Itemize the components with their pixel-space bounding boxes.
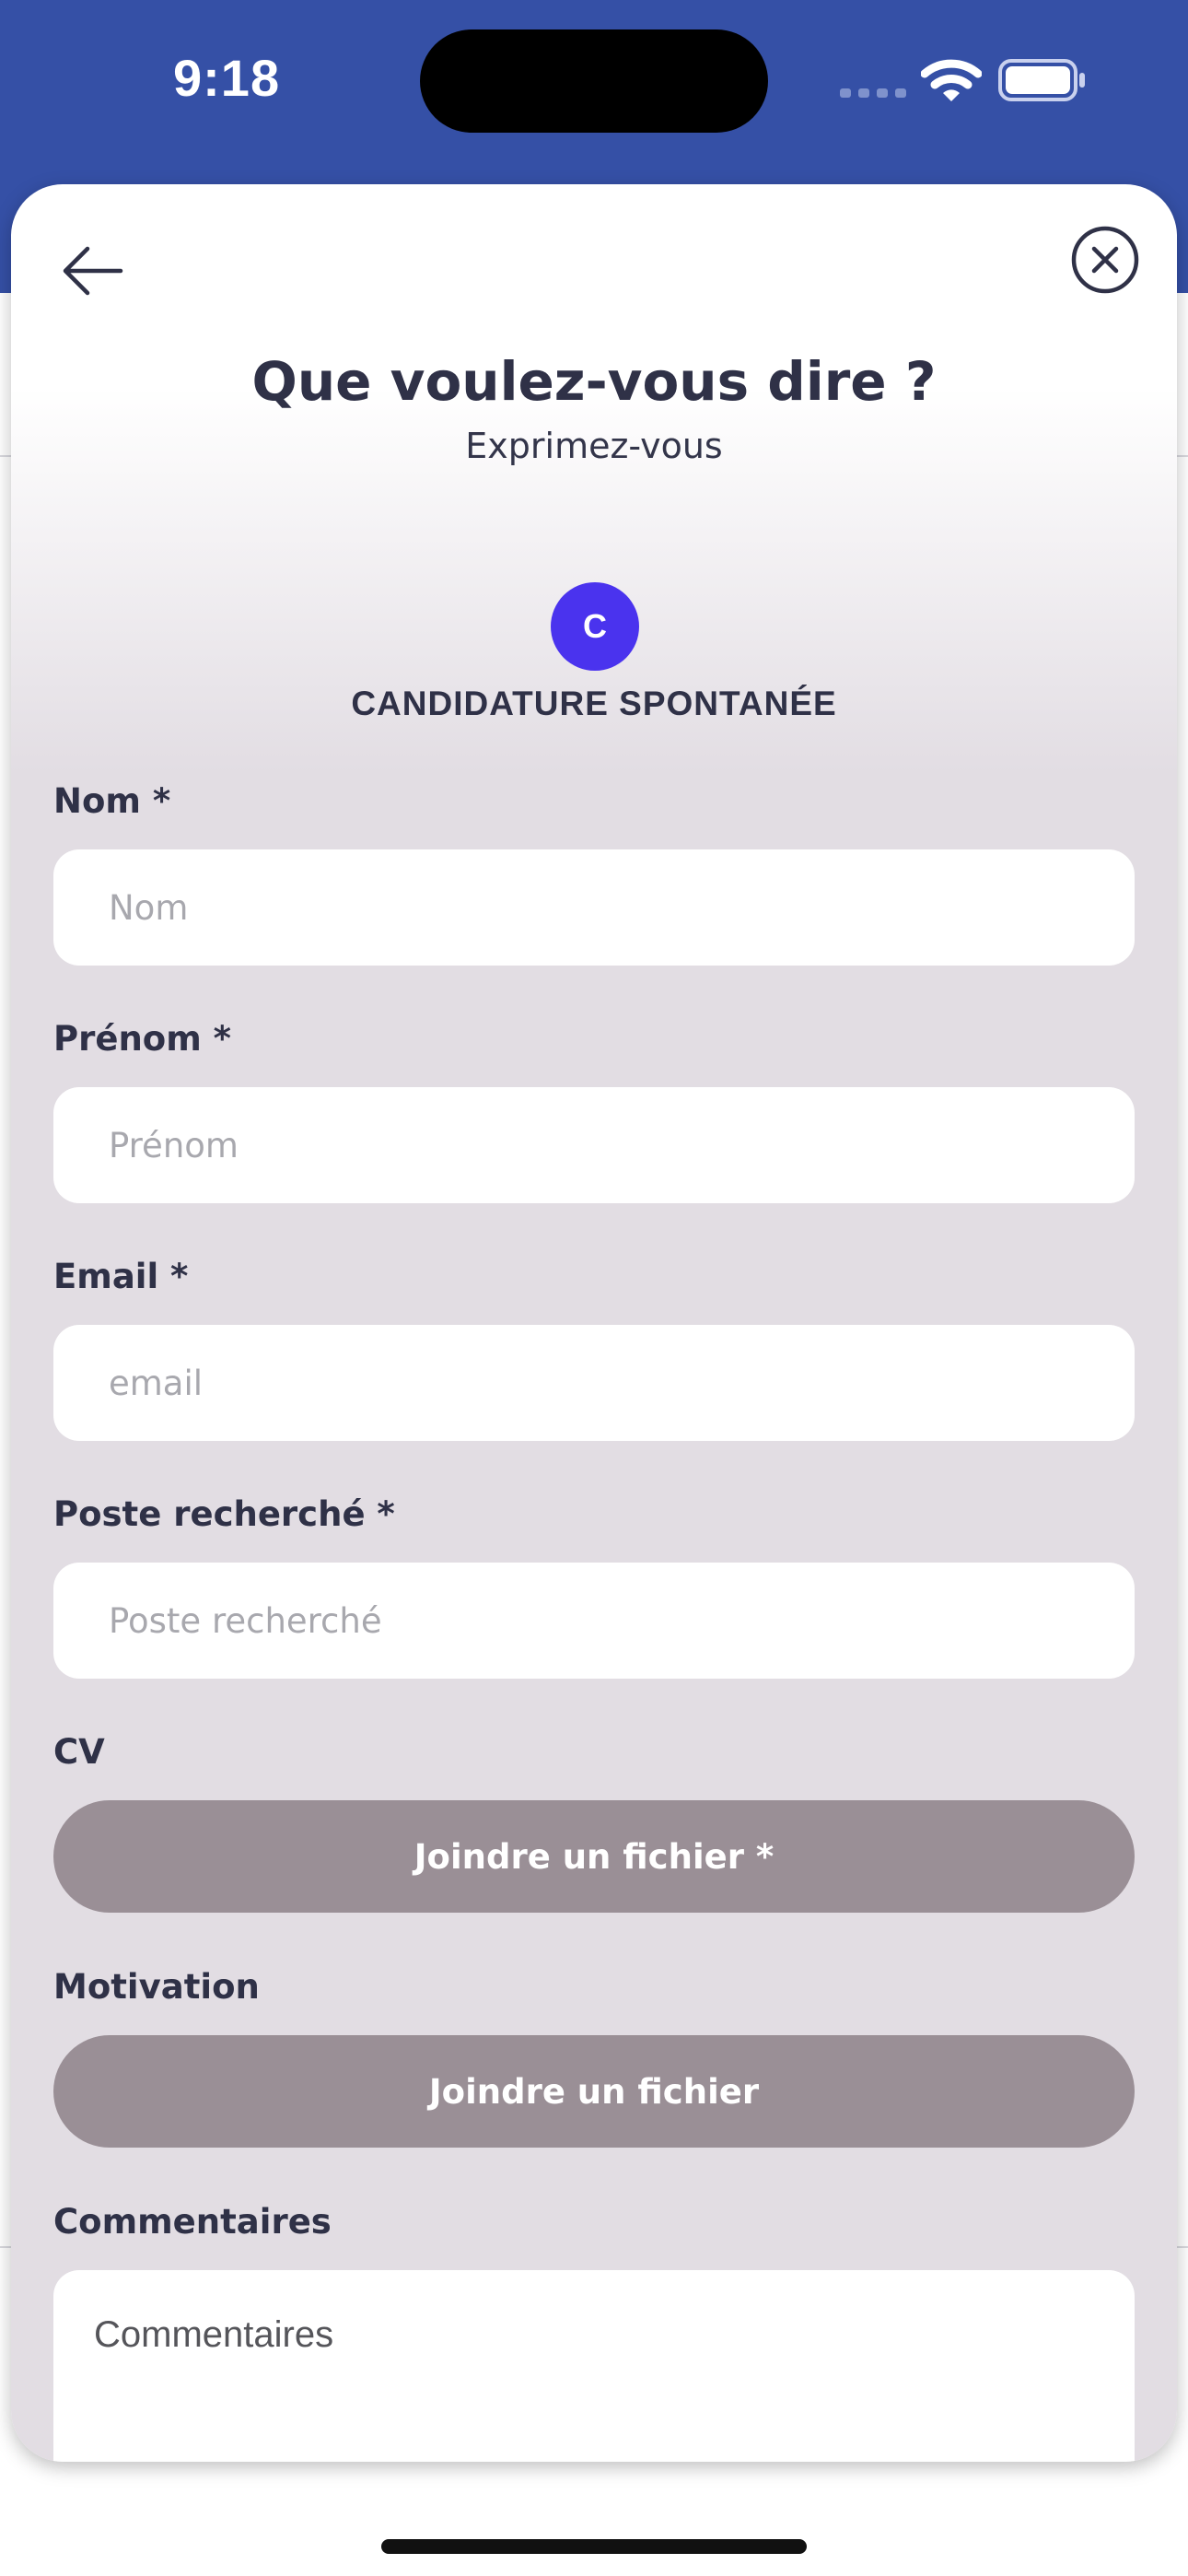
commentaires-label: Commentaires [53,2202,332,2242]
home-indicator[interactable] [381,2539,807,2554]
email-label: Email * [53,1257,189,1296]
wifi-icon [921,57,982,103]
page-title: Que voulez-vous dire ? [251,350,937,413]
nom-label: Nom * [53,781,171,821]
cv-label: CV [53,1732,105,1772]
poste-input[interactable] [53,1563,1135,1679]
modal-sheet [11,184,1177,2462]
battery-icon [998,59,1087,101]
nom-input[interactable] [53,849,1135,966]
motivation-attach-button[interactable]: Joindre un fichier [53,2035,1135,2148]
prenom-input[interactable] [53,1087,1135,1203]
back-button[interactable] [55,234,129,308]
cv-attach-button[interactable]: Joindre un fichier * [53,1800,1135,1913]
category-avatar: C [551,582,639,671]
page-subtitle: Exprimez-vous [465,426,723,466]
prenom-label: Prénom * [53,1019,232,1059]
category-label: CANDIDATURE SPONTANÉE [351,685,837,722]
cellular-signal-icon [840,85,906,100]
arrow-left-icon [60,243,124,299]
close-button[interactable] [1066,221,1144,299]
email-input[interactable] [53,1325,1135,1441]
dynamic-island [420,29,768,133]
status-time: 9:18 [173,49,281,107]
commentaires-textarea[interactable] [53,2270,1135,2462]
motivation-label: Motivation [53,1967,260,2007]
close-circle-icon [1070,225,1140,295]
poste-label: Poste recherché * [53,1494,395,1534]
